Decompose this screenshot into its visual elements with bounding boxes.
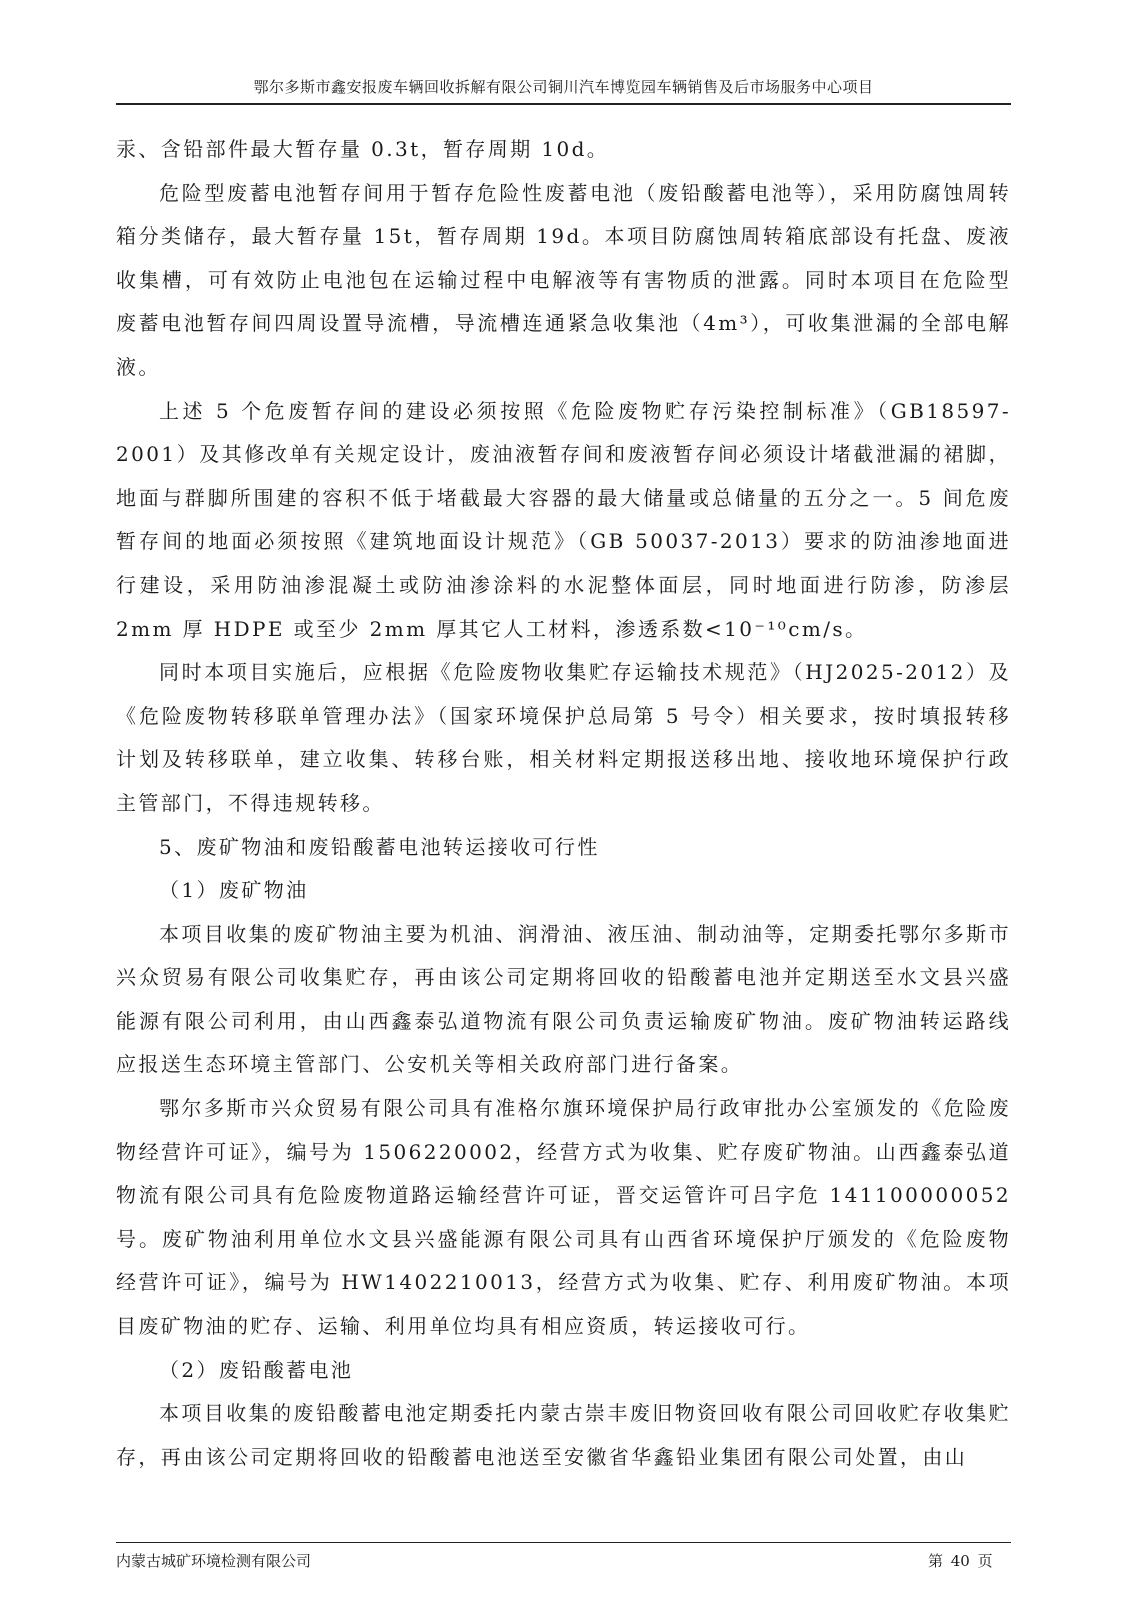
subsection-heading: （2）废铅酸蓄电池 [159,1357,354,1382]
header-divider [116,103,1011,105]
page-number: 第 40 页 [928,1552,993,1570]
paragraph: 危险型废蓄电池暂存间用于暂存危险性废蓄电池（废铅酸蓄电池等），采用防腐蚀周转箱分类储存，最大暂存量 15t，暂存周期 19d。本项目防腐蚀周转箱底部设有托盘、废液收集槽，可有效防止电池包在运输过程中电解液等有害物质的泄露。同时本项目在危险型废蓄电池暂存间四周设置导流槽，导流槽连通紧急收集池（4m³），可收集泄漏的全部电解液。 [116,180,1011,379]
section-heading: 5、废矿物油和废铅酸蓄电池转运接收可行性 [159,834,600,859]
running-header: 鄂尔多斯市鑫安报废车辆回收拆解有限公司铜川汽车博览园车辆销售及后市场服务中心项目 [253,78,874,96]
subsection-heading: （1）废矿物油 [159,878,309,903]
paragraph: 鄂尔多斯市兴众贸易有限公司具有准格尔旗环境保护局行政审批办公室颁发的《危险废物经营许可证》，编号为 1506220002，经营方式为收集、贮存废矿物油。山西鑫泰弘道物流有限公司具有危险废物道路运输经营许可证，晋交运管许可吕字危 141100000052 号。废矿物油利用单位水文县兴盛能源有限公司具有山西省环境保护厅颁发的《危险废物经营许可证》，编号为 HW1402210013，经营方式为收集、贮存、利用废矿物油。本项目废矿物油的贮存、运输、利用单位均具有相应资质，转运接收可行。 [116,1096,1011,1339]
paragraph: 本项目收集的废铅酸蓄电池定期委托内蒙古崇丰废旧物资回收有限公司回收贮存收集贮存，再由该公司定期将回收的铅酸蓄电池送至安徽省华鑫铅业集团有限公司处置，由山 [116,1401,1011,1469]
footer-company: 内蒙古城矿环境检测有限公司 [116,1552,312,1570]
paragraph: 本项目收集的废矿物油主要为机油、润滑油、液压油、制动油等，定期委托鄂尔多斯市兴众贸易有限公司收集贮存，再由该公司定期将回收的铅酸蓄电池并定期送至水文县兴盛能源有限公司利用，由山西鑫泰弘道物流有限公司负责运输废矿物油。废矿物油转运路线应报送生态环境主管部门、公安机关等相关政府部门进行备案。 [116,921,1011,1077]
paragraph: 同时本项目实施后，应根据《危险废物收集贮存运输技术规范》（HJ2025-2012）及《危险废物转移联单管理办法》（国家环境保护总局第 5 号令）相关要求，按时填报转移计划及转移联单，建立收集、转移台账，相关材料定期报送移出地、接收地环境保护行政主管部门，不得违规转移。 [116,660,1011,815]
footer-divider [116,1542,1011,1543]
document-body [116,128,1011,1479]
paragraph: 汞、含铅部件最大暂存量 0.3t，暂存周期 10d。 [116,137,610,161]
paragraph: 上述 5 个危废暂存间的建设必须按照《危险废物贮存污染控制标准》（GB18597-2001）及其修改单有关规定设计，废油液暂存间和废液暂存间必须设计堵截泄漏的裙脚，地面与群脚所围建的容积不低于堵截最大容器的最大储量或总储量的五分之一。5 间危废暂存间的地面必须按照《建筑地面设计规范》（GB 50037-2013）要求的防油渗地面进行建设，采用防油渗混凝土或防油渗涂料的水泥整体面层，同时地面进行防渗，防渗层 2mm 厚 HDPE 或至少 2mm 厚其它人工材料，渗透系数<10⁻¹⁰cm/s。 [116,398,1011,641]
